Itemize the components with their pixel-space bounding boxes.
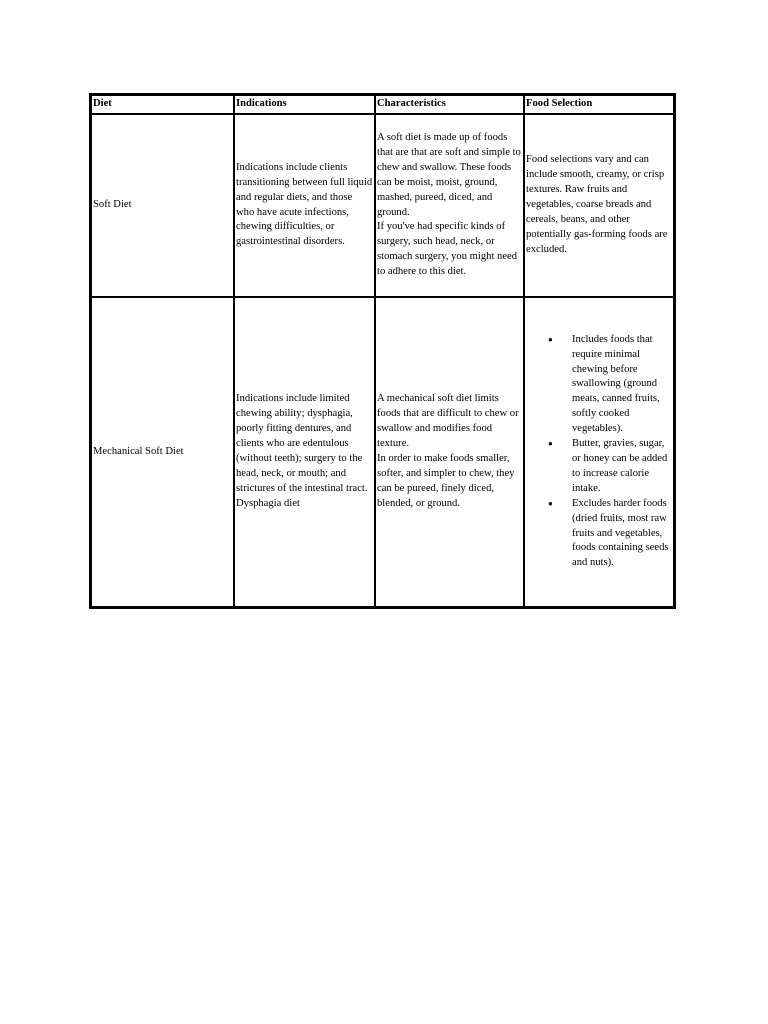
cell-food-selection: Food selections vary and can include smooth, creamy, or crisp textures. Raw fruits and vegetables, coarse breads and cereals, beans, and other potentially gas-forming foods are excluded. bbox=[524, 114, 674, 297]
diet-table bbox=[89, 93, 676, 609]
cell-food-selection bbox=[524, 297, 674, 607]
header-characteristics: Characteristics bbox=[375, 95, 524, 114]
list-item bbox=[548, 497, 672, 572]
table-row bbox=[91, 297, 674, 607]
characteristics-paragraph: A soft diet is made up of foods that are that are soft and simple to chew and swallow. These foods can be moist, moist, ground, mashed, pureed, diced, and ground. bbox=[377, 131, 521, 218]
cell-indications: Indications include limited chewing ability; dysphagia, poorly fitting dentures, and clients who are edentulous (without teeth); surgery to the head, neck, or mouth; and strictures of the intestinal tract. Dysphagia diet bbox=[234, 297, 375, 607]
cell-characteristics bbox=[375, 297, 524, 607]
cell-characteristics bbox=[375, 114, 524, 297]
list-item-text: Includes foods that require minimal chewing before swallowing (ground meats, canned fruits, softly cooked vegetables). bbox=[572, 333, 660, 435]
bullet-icon: ● bbox=[548, 439, 553, 449]
bullet-icon: ● bbox=[548, 498, 553, 508]
bullet-icon: ● bbox=[548, 334, 553, 344]
characteristics-paragraph: If you've had specific kinds of surgery, such head, neck, or stomach surgery, you might need to adhere to this diet. bbox=[377, 221, 518, 278]
cell-diet: Soft Diet bbox=[91, 114, 234, 297]
list-item-text: Butter, gravies, sugar, or honey can be added to increase calorie intake. bbox=[572, 438, 668, 494]
table-header-row bbox=[91, 95, 674, 114]
food-selection-list bbox=[526, 333, 672, 572]
header-food-selection: Food Selection bbox=[524, 95, 674, 114]
list-item bbox=[548, 437, 672, 497]
header-indications: Indications bbox=[234, 95, 375, 114]
characteristics-paragraph: In order to make foods smaller, softer, and simpler to chew, they can be pureed, finely diced, blended, or ground. bbox=[377, 453, 515, 509]
list-item-text: Excludes harder foods (dried fruits, most raw fruits and vegetables, foods containing seeds and nuts). bbox=[572, 497, 669, 569]
table-row bbox=[91, 114, 674, 297]
header-diet: Diet bbox=[91, 95, 234, 114]
list-item bbox=[548, 333, 672, 437]
cell-diet: Mechanical Soft Diet bbox=[91, 297, 234, 607]
cell-indications: Indications include clients transitioning between full liquid and regular diets, and those who have acute infections, chewing difficulties, or gastrointestinal disorders. bbox=[234, 114, 375, 297]
characteristics-paragraph: A mechanical soft diet limits foods that are difficult to chew or swallow and modifies food texture. bbox=[377, 393, 519, 450]
